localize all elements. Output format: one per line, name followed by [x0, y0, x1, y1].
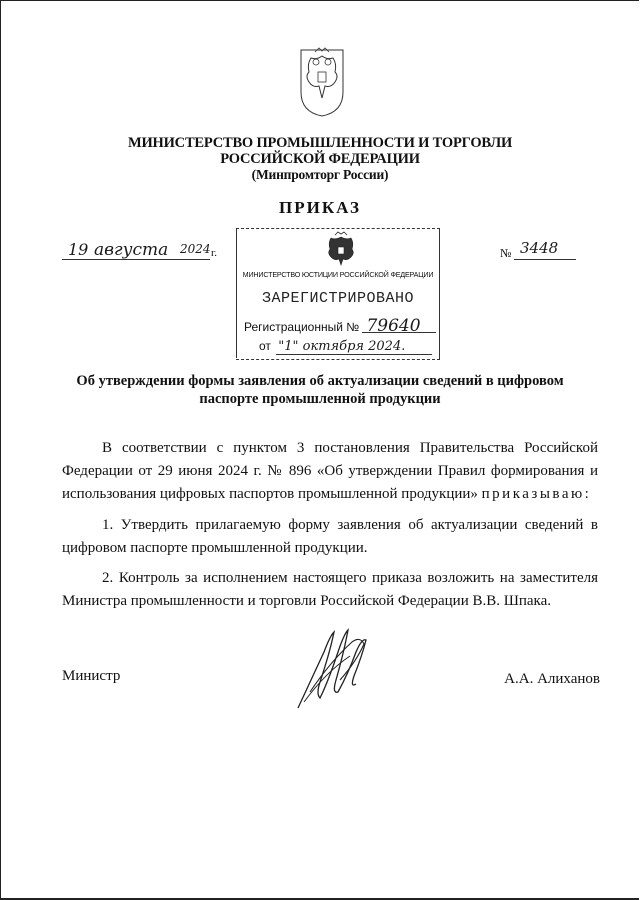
stamp-ministry: МИНИСТЕРСТВО ЮСТИЦИИ РОССИЙСКОЙ ФЕДЕРАЦИИ: [242, 270, 434, 279]
signatory-name: А.А. Алиханов: [504, 671, 600, 687]
stamp-reg-date: "1" октября 2024.: [278, 339, 406, 354]
order-number-underline: [514, 259, 576, 260]
stamp-date-row: [259, 339, 405, 354]
ministry-name-line1: МИНИСТЕРСТВО ПРОМЫШЛЕННОСТИ И ТОРГОВЛИ: [127, 135, 513, 151]
ministry-name-line2: РОССИЙСКОЙ ФЕДЕРАЦИИ: [220, 151, 420, 167]
stamp-from-label: от: [259, 339, 271, 353]
order-subject-line2: паспорте промышленной продукции: [199, 391, 441, 407]
preamble-text: В соответствии с пунктом 3 постановления Правительства Российской Федерации от 29 июня 2024 г. № 896 «Об утверждении Правил формирования и использования цифровых паспортов промышленной продукции»: [62, 440, 598, 502]
order-subject-line1: Об утверждении формы заявления об актуализации сведений в цифровом: [76, 373, 564, 389]
ministry-short-name: (Минпромторг России): [251, 167, 389, 182]
coat-of-arms-icon: [297, 42, 347, 118]
stamp-reg-underline: [362, 332, 436, 333]
stamp-registered: ЗАРЕГИСТРИРОВАНО: [261, 290, 415, 307]
date-month: августа: [94, 240, 169, 260]
signature-image: [290, 622, 376, 714]
date-year: 2024: [180, 242, 211, 256]
stamp-reg-label-text: Регистрационный №: [244, 320, 360, 334]
date-year-suffix: г.: [211, 247, 218, 259]
stamp-date-underline: [276, 354, 432, 355]
item-2-paragraph: 2. Контроль за исполнением настоящего приказа возложить на заместителя Министра промышленности и торговли Российской Федерации В.В. Шпака.: [62, 570, 598, 609]
order-number-prefix: №: [500, 246, 512, 260]
stamp-reg-number: 79640: [366, 316, 421, 336]
item-1-paragraph: 1. Утвердить прилагаемую форму заявления об актуализации сведений в цифровом паспорте промышленной продукции.: [62, 517, 598, 556]
stamp-reg-label: [244, 316, 421, 336]
date-day: 19: [68, 240, 89, 259]
order-word: приказываю:: [481, 486, 592, 502]
order-title: ПРИКАЗ: [279, 198, 361, 217]
stamp-eagle-icon: [322, 231, 360, 267]
signatory-position: Министр: [62, 668, 121, 684]
order-number: 3448: [520, 239, 559, 257]
order-subject: [20, 372, 620, 408]
preamble-paragraph: [62, 437, 598, 506]
